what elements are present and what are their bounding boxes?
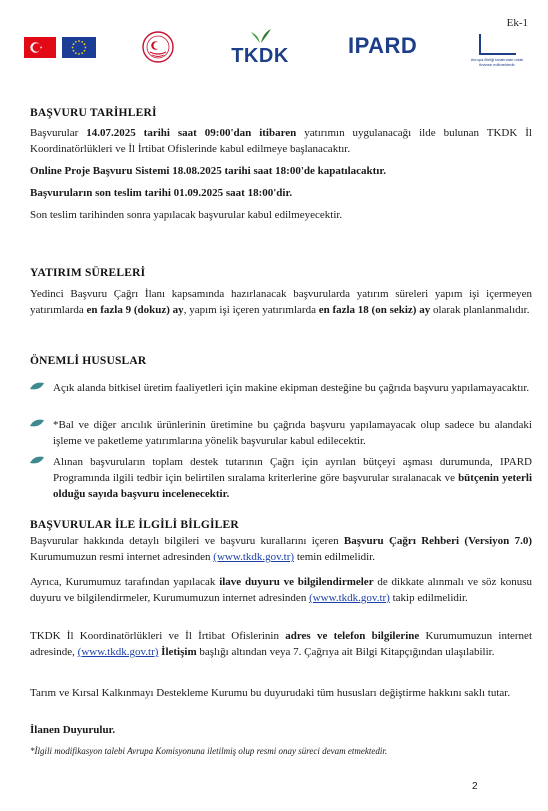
leaf-bullet-icon [30,456,44,465]
tkdk-website-link[interactable]: (www.tkdk.gov.tr) [213,551,295,563]
bullet-3-text-a: Alınan başvuruların toplam destek tutarının Çağrı için ayrılan bütçeyi aşması durumunda, IPARD Programında ilgili tedbir için belirtilen sıralama kriterlerine göre başvurular sıralanacak ve [53,456,532,484]
dates-paragraph-1 [30,125,532,157]
info-paragraph-3 [30,628,532,660]
tkdk-logo-text: TKDK [231,45,289,67]
dates-p1-bold: 14.07.2025 tarihi saat 09:00'dan itibaren [86,127,297,139]
tkdk-website-link[interactable]: (www.tkdk.gov.tr) [77,646,159,658]
page-number: 2 [472,781,478,792]
info-p1-a: Başvurular hakkında detaylı bilgileri ve başvuru kurallarını içeren [30,535,344,547]
dates-p1-rest: yatırımın uygulanacağı ilde bulunan TKDK İl Koordinatörlükleri ve İl İrtibat Ofislerinde kabul edilmeye başlanacaktır. [30,127,532,155]
durations-bold-9: en fazla 9 (dokuz) ay [86,304,184,316]
durations-paragraph [30,286,532,318]
tkdk-logo [220,27,300,67]
info-paragraph-5: İlanen Duyurulur. [30,724,116,736]
info-p2-c: de dikkate alınmalı ve söz konusu duyuru ve bilgilendirmeler, Kurumumuzun internet adresinden [30,576,532,604]
info-p1-d: temin edilmelidir. [294,551,376,563]
info-p2-bold: ilave duyuru ve bilgilendirmeler [219,576,374,588]
dates-paragraph-3: Başvuruların son teslim tarihi 01.09.2025 saat 18:00'dir. [30,187,293,199]
notes-heading: ÖNEMLİ HUSUSLAR [30,355,147,367]
info-p2-a: Ayrıca, Kurumumuz tarafından yapılacak [30,576,220,588]
annex-label: Ek-1 [506,17,528,29]
durations-bold-18: en fazla 18 (on sekiz) ay [318,304,431,316]
durations-text-a: Yedinci Başvuru Çağrı İlanı kapsamında hazırlanacak başvurularda yatırım süreleri yapım işi içermeyen yatırımlarda [30,288,532,316]
info-p1-c: Kurumumuzun resmi internet adresinden [30,551,214,563]
footnote: *İlgili modifikasyon talebi Avrupa Komisyonuna iletilmiş olup resmi onay süreci devam etmektedir. [30,746,388,756]
info-heading: BAŞVURULAR İLE İLGİLİ BİLGİLER [30,519,239,531]
durations-text-c: , yapım işi içeren yatırımlarda [183,304,319,316]
dates-paragraph-2: Online Proje Başvuru Sistemi 18.08.2025 tarihi saat 18:00'de kapatılacaktır. [30,165,386,177]
info-p1-bold: Başvuru Çağrı Rehberi (Versiyon 7.0) [343,535,532,547]
dates-heading: BAŞVURU TARİHLERİ [30,107,157,119]
bullet-3-text [53,454,532,502]
info-p3-a: TKDK İl Koordinatörlükleri ve İl İrtibat Ofislerinin [30,630,286,642]
dates-p1-text: Başvurular [30,127,87,139]
ipard-logo: IPARD [348,33,418,58]
bullet-2-text: *Bal ve diğer arıcılık ürünlerinin üretimine bu çağrıda başvuru yapılamayacak olup sadece bu alandaki işleme ve paketleme yatırımlarına yönelik başvurular kabul edilecektir. [53,419,532,447]
info-paragraph-2 [30,574,532,606]
dates-paragraph-4: Son teslim tarihinden sonra yapılacak başvurular kabul edilmeyecektir. [30,209,343,221]
bullet-1-text: Açık alanda bitkisel üretim faaliyetleri için makine ekipman desteğine bu çağrıda başvuru yapılamayacaktır. [53,382,530,394]
tkdk-website-link[interactable]: (www.tkdk.gov.tr) [309,592,390,604]
page-header [0,0,548,80]
leaf-bullet-icon [30,419,44,428]
durations-heading: YATIRIM SÜRELERİ [30,267,146,279]
durations-text-e: olarak planlanmalıdır. [430,304,530,316]
ministry-emblem-icon [141,30,175,64]
info-paragraph-4: Tarım ve Kırsal Kalkınmayı Destekleme Kurumu bu duyurudaki tüm hususları değiştirme hakkını saklı tutar. [30,687,511,699]
info-p3-f: başlığı altından veya 7. Çağrıya ait Bilgi Kitapçığından ulaşılabilir. [196,646,495,658]
eu-funded-caption: Avrupa Birliği tarafından ortak finanse edilmektedir [470,57,524,67]
info-p3-contact-bold: İletişim [161,646,197,658]
info-paragraph-1 [30,533,532,565]
leaf-bullet-icon [30,382,44,391]
turkey-flag-icon [24,37,56,58]
info-p3-bold: adres ve telefon bilgilerine [285,630,420,642]
eu-funded-logo [466,34,528,74]
bullet-3-bold: bütçenin yeterli olduğu sayıda başvuru incelenecektir. [53,472,532,500]
eu-flag-icon [62,37,96,58]
info-p3-c: Kurumumuzun internet adresinde, [30,630,532,658]
info-p2-d: takip edilmelidir. [389,592,468,604]
